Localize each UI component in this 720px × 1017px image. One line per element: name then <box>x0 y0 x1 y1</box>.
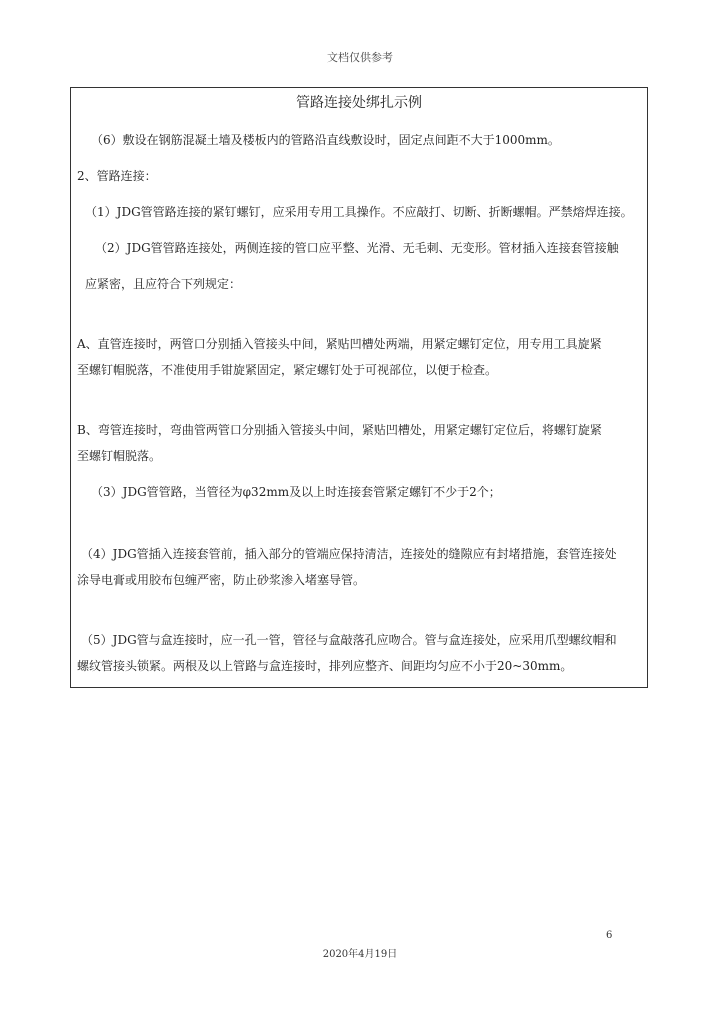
paragraph-a-line2: 至螺钉帽脱落，不准使用手钳旋紧固定，紧定螺钉处于可视部位，以便于检查。 <box>77 363 498 377</box>
paragraph-item-5-line2: 螺纹管接头锁紧。两根及以上管路与盒连接时，排列应整齐、间距均匀应不小于20~30mm。 <box>77 659 573 673</box>
section-heading-pipe-connection: 2、管路连接： <box>77 169 157 183</box>
paragraph-item-5-line1: （5）JDG管与盒连接时，应一孔一管，管径与盒敲落孔应吻合。管与盒连接处，应采用爪型螺纹帽和 <box>81 633 617 647</box>
paragraph-item-1: （1）JDG管管路连接的紧钉螺钉，应采用专用工具操作。不应敲打、切断、折断螺帽。严禁熔焊连接。 <box>85 205 633 219</box>
paragraph-b-line2: 至螺钉帽脱落。 <box>77 449 162 463</box>
document-title: 管路连接处绑扎示例 <box>296 95 422 111</box>
paragraph-a-line1: A、直管连接时，两管口分别插入管接头中间，紧贴凹槽处两端，用紧定螺钉定位，用专用工具旋紧 <box>77 337 602 351</box>
paragraph-item-2-line1: （2）JDG管管路连接处，两侧连接的管口应平整、光滑、无毛刺、无变形。管材插入连接套管接触 <box>95 241 619 255</box>
page-number: 6 <box>606 930 613 941</box>
content-table-cell <box>70 87 648 688</box>
paragraph-item-4-line2: 涂导电膏或用胶布包缠严密，防止砂浆渗入堵塞导管。 <box>77 573 366 587</box>
paragraph-b-line1: B、弯管连接时，弯曲管两管口分别插入管接头中间，紧贴凹槽处，用紧定螺钉定位后，将螺钉旋紧 <box>77 423 602 437</box>
header-note: 文档仅供参考 <box>327 51 393 64</box>
paragraph-fixing-spacing: （6）敷设在钢筋混凝土墙及楼板内的管路沿直线敷设时，固定点间距不大于1000mm。 <box>91 133 560 147</box>
paragraph-item-2-line2: 应紧密，且应符合下列规定： <box>85 277 242 291</box>
paragraph-item-4-line1: （4）JDG管插入连接套管前，插入部分的管端应保持清洁，连接处的缝隙应有封堵措施，套管连接处 <box>81 547 617 561</box>
paragraph-item-3: （3）JDG管管路，当管径为φ32mm及以上时连接套管紧定螺钉不少于2个； <box>91 485 501 499</box>
footer-date: 2020年4月19日 <box>322 949 398 960</box>
